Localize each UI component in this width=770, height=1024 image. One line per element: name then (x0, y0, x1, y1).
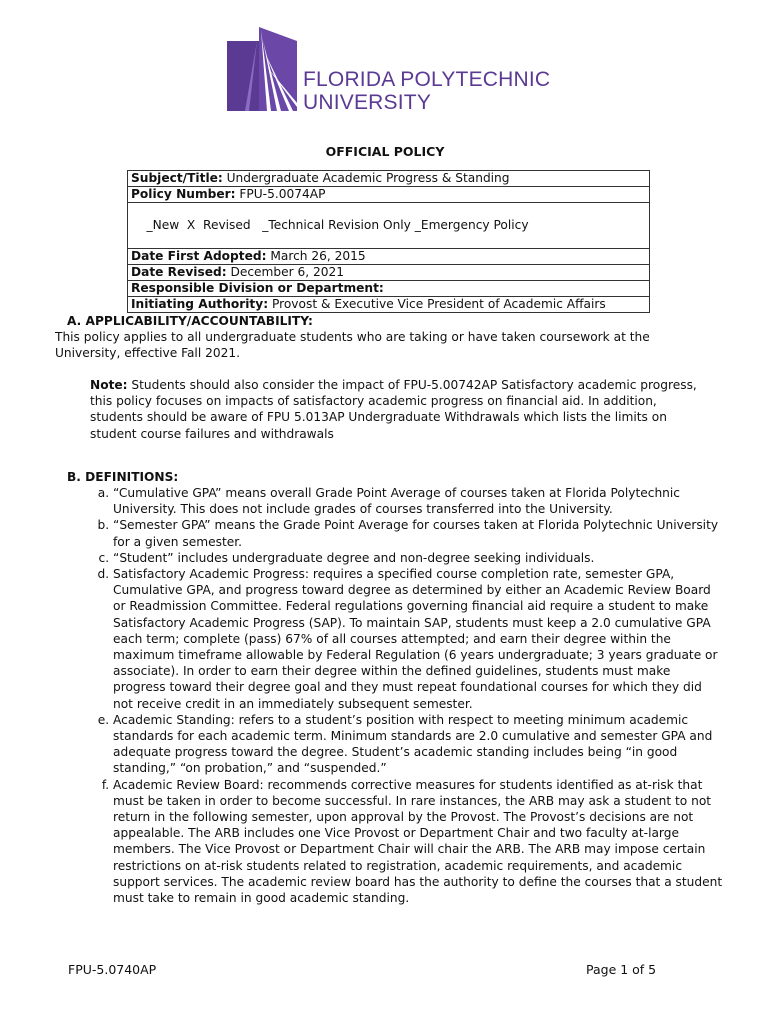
revision-type-line: _New X Revised _Technical Revision Only _Emergency Policy (146, 218, 529, 232)
policy-number-value: FPU-5.0074AP (239, 187, 326, 201)
policy-info-table (127, 170, 650, 313)
info-row-subject (128, 171, 650, 187)
section-a-note (90, 377, 700, 442)
date-revised-value: December 6, 2021 (230, 265, 345, 279)
definition-item: e. Academic Standing: refers to a student’s position with respect to meeting minimum academic standards for each academic term. Minimum standards are 2.0 cumulative and semester GPA and adequate progress toward the degree. Student’s academic standing includes being “in good standing,” “on probation,” and “suspended.” (113, 712, 725, 777)
footer-page-number: Page 1 of 5 (586, 962, 657, 977)
note-label: Note: (90, 378, 128, 392)
logo-line-2: UNIVERSITY (303, 91, 432, 114)
info-row-revised (128, 265, 650, 281)
info-row-adopted (128, 249, 650, 265)
date-adopted-value: March 26, 2015 (270, 249, 366, 263)
footer-doc-id: FPU-5.0740AP (68, 962, 157, 977)
policy-number-label: Policy Number: (131, 187, 236, 201)
info-row-revision (128, 203, 650, 249)
definitions-list (88, 485, 725, 906)
info-row-department (128, 281, 650, 297)
definition-item: b. “Semester GPA” means the Grade Point Average for courses taken at Florida Polytechnic University for a given semester. (113, 517, 725, 549)
department-label: Responsible Division or Department: (131, 281, 384, 295)
logo-line-1: FLORIDA POLYTECHNIC (303, 68, 551, 91)
subject-value: Undergraduate Academic Progress & Standing (226, 171, 510, 185)
subject-label: Subject/Title: (131, 171, 223, 185)
section-a-title: A. APPLICABILITY/ACCOUNTABILITY: (67, 314, 313, 328)
info-row-authority (128, 297, 650, 313)
authority-label: Initiating Authority: (131, 297, 269, 311)
definition-item: c. “Student” includes undergraduate degree and non-degree seeking individuals. (113, 550, 725, 566)
section-b-title: B. DEFINITIONS: (67, 470, 179, 484)
definition-item: f. Academic Review Board: recommends corrective measures for students identified as at-risk that must be taken in order to become successful. In rare instances, the ARB may ask a student to not return in the following semester, upon approval by the Provost. The Provost’s decisions are not appealable. The ARB includes one Vice Provost or Department Chair and two faculty at-large members. The Vice Provost or Department Chair will chair the ARB. The ARB may impose certain restrictions on at-risk students related to registration, academic requirements, and academic support services. The academic review board has the authority to define the courses that a student must take to remain in good academic standing. (113, 777, 725, 907)
info-row-number (128, 187, 650, 203)
date-adopted-label: Date First Adopted: (131, 249, 267, 263)
logo-emblem-icon (227, 27, 307, 111)
definition-item: d. Satisfactory Academic Progress: requires a specified course completion rate, semester GPA, Cumulative GPA, and progress toward degree as determined by either an Academic Review Board or Readmission Committee. Federal regulations governing financial aid require a student to make Satisfactory Academic Progress (SAP). To maintain SAP, students must keep a 2.0 cumulative GPA each term; complete (pass) 67% of all courses attempted; and earn their degree within the maximum timeframe allowable by Federal Regulation (6 years undergraduate; 3 years graduate or associate). In order to earn their degree within the defined guidelines, students must make progress toward their degree goal and they must repeat foundational courses for which they did not receive credit in an immediately subsequent semester. (113, 566, 725, 712)
section-a-body: This policy applies to all undergraduate students who are taking or have taken coursework at the University, effective Fall 2021. (55, 330, 650, 361)
authority-value: Provost & Executive Vice President of Academic Affairs (271, 297, 606, 311)
university-logo (227, 27, 557, 114)
definition-item: a. “Cumulative GPA” means overall Grade Point Average of courses taken at Florida Polytechnic University. This does not include grades of courses transferred into the University. (113, 485, 725, 517)
date-revised-label: Date Revised: (131, 265, 227, 279)
note-body: Students should also consider the impact of FPU-5.00742AP Satisfactory academic progress, this policy focuses on impacts of satisfactory academic progress on financial aid. In addition, students should be aware of FPU 5.013AP Undergraduate Withdrawals which lists the limits on student course failures and withdrawals (90, 378, 697, 441)
page-heading: OFFICIAL POLICY (325, 144, 445, 159)
